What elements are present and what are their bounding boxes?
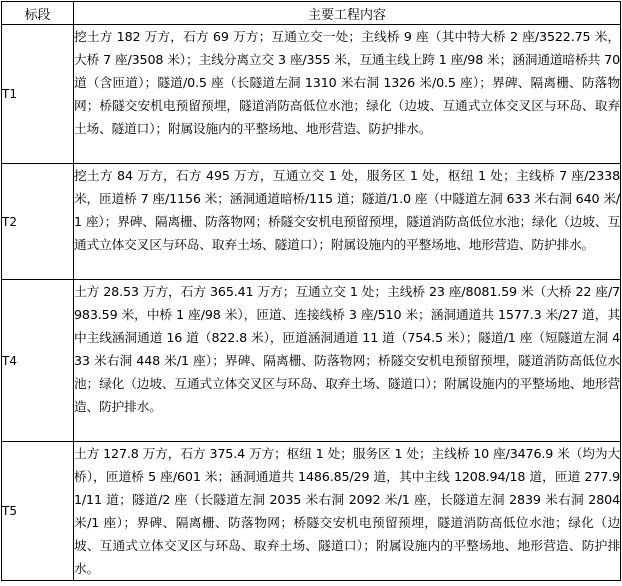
content-cell: 土方 28.53 万方，石方 365.41 万方；互通立交 1 处；主线桥 23 座/8081.59 米（大桥 22 座/7983.59 米，中桥 1 座/98 米），匝道、连接线桥 3 座/510 米；涵洞通道共 1577.3 米/27 道，其中主线涵洞通道 16 道（822.8 米），匝道涵洞通道 11 道（754.5 米）；隧道/1 座（短隧道左洞 433 米右洞 448 米/1 座）；界碑、隔离栅、防落物网；桥隧交安机电预留预埋，隧道消防高低位水池；绿化（边坡、互通式立体交叉区与环岛、取弃土场、隧道口）；附属设施内的平整场地、地形营造、防护排水。 (74, 280, 621, 442)
segment-cell: T2 (2, 164, 74, 280)
header-content: 主要工程内容 (74, 2, 621, 25)
table-row (2, 280, 621, 442)
table-row (2, 164, 621, 280)
header-row (2, 2, 621, 25)
content-cell: 挖土方 84 万方，石方 495 万方，互通立交 1 处，服务区 1 处，枢纽 1 处；主线桥 7 座/2338 米，匝道桥 7 座/1156 米；涵洞通道暗桥/115 道；隧道/1.0 座（中隧道左洞 633 米右洞 640 米/1 座）；界碑、隔离栅、防落物网；桥隧交安机电预留预埋，隧道消防高低位水池；绿化（边坡、互通式立体交叉区与环岛、取弃土场、隧道口）；附属设施内的平整场地、地形营造、防护排水。 (74, 164, 621, 280)
table-row (2, 442, 621, 581)
works-table (1, 1, 621, 581)
segment-cell: T5 (2, 442, 74, 581)
table-row (2, 25, 621, 164)
content-cell: 土方 127.8 万方，石方 375.4 万方；枢纽 1 处；服务区 1 处；主线桥 10 座/3476.9 米（均为大桥），匝道桥 5 座/601 米；涵洞通道共 1486.85/29 道，其中主线 1208.94/18 道，匝道 277.91/11 道；隧道/2 座（长隧道左洞 2035 米右洞 2092 米/1 座，长隧道左洞 2839 米右洞 2804 米/1 座）；界碑、隔离栅、防落物网；桥隧交安机电预留预埋，隧道消防高低位水池；绿化（边坡、互通式立体交叉区与环岛、取弃土场、隧道口）；附属设施内的平整场地、地形营造、防护排水。 (74, 442, 621, 581)
header-segment: 标段 (2, 2, 74, 25)
segment-cell: T1 (2, 25, 74, 164)
segment-cell: T4 (2, 280, 74, 442)
content-cell: 挖土方 182 万方，石方 69 万方；互通立交一处；主线桥 9 座（其中特大桥 2 座/3522.75 米，大桥 7 座/3508 米）；主线分离立交 3 座/355 米，互通主线上跨 1 座/98 米；涵洞通道暗桥共 70 道（含匝道）；隧道/0.5 座（长隧道左洞 1310 米右洞 1326 米/0.5 座）；界碑、隔离栅、防落物网；桥隧交安机电预留预埋，隧道消防高低位水池；绿化（边坡、互通式立体交叉区与环岛、取弃土场、隧道口）；附属设施内的平整场地、地形营造、防护排水。 (74, 25, 621, 164)
